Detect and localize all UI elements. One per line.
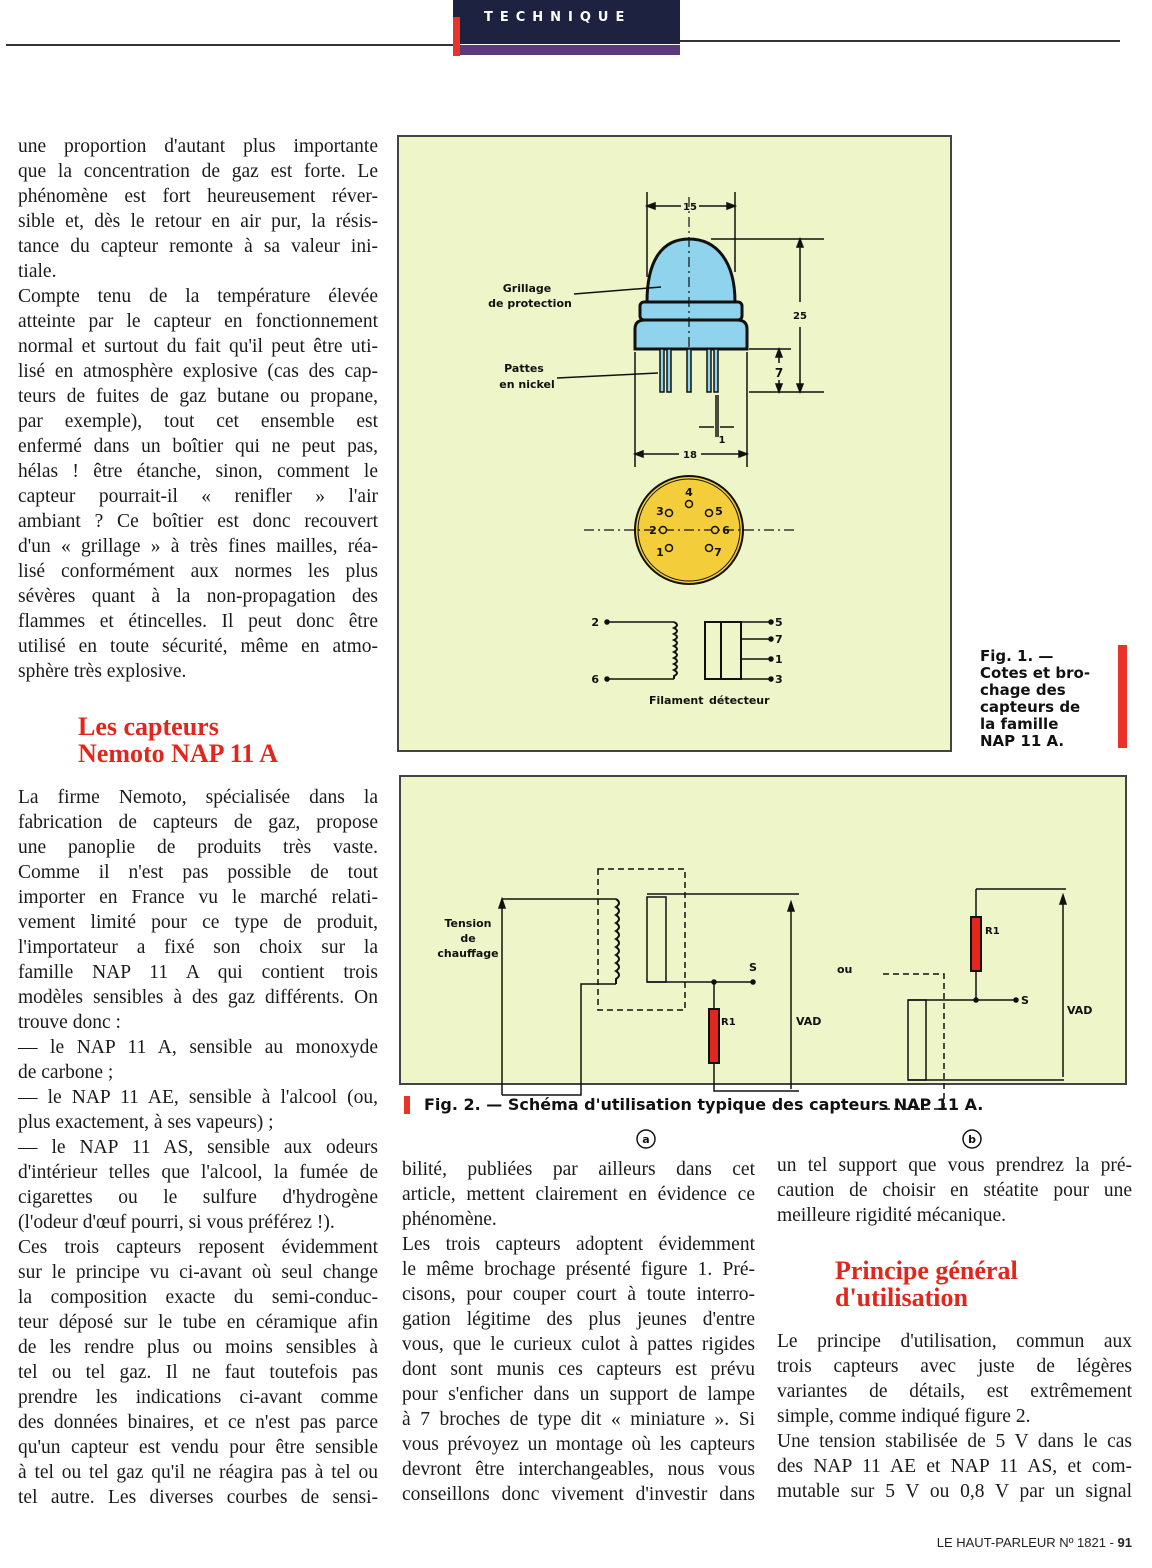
text-line: modèles sensibles à des gaz différents. On xyxy=(18,987,378,1008)
text-line: d'intérieur telles que l'alcool, la fumée de xyxy=(18,1162,378,1183)
text-line: des NAP 11 AE et NAP 11 AS, et com- xyxy=(777,1456,1132,1477)
text-line: hélas ! être étanche, sinon, comment le xyxy=(18,461,378,482)
caption-line: chage des xyxy=(980,681,1066,699)
figure-1-drawing xyxy=(399,137,954,754)
resistor-r1-b xyxy=(971,917,981,971)
r1-b-label: R1 xyxy=(985,926,1000,937)
text-line: caution de choisir en stéatite pour une xyxy=(777,1180,1132,1201)
text-line: à tel ou tel gaz qu'il ne réagira pas à tel ou xyxy=(18,1462,378,1483)
resistor-r1-a xyxy=(709,1009,719,1063)
text-line: devront être interchangeables, nous vous xyxy=(402,1459,755,1480)
caption-line: Cotes et bro- xyxy=(980,664,1091,682)
heading-line: d'utilisation xyxy=(835,1283,968,1312)
text-line: normal et surtout du fait qu'il peut être uti- xyxy=(18,336,378,357)
text-line: un tel support que vous prendrez la pré- xyxy=(777,1155,1132,1176)
text-line: importer en France vu le marché relati- xyxy=(18,887,378,908)
text-line: cisons, pour couper court à toute interro- xyxy=(402,1284,755,1305)
column-1-bottom xyxy=(18,785,378,1510)
text-line: lisé en atmosphère explosive (cas des cap- xyxy=(18,361,378,382)
heading-principe xyxy=(835,1257,1018,1311)
text-line: Les trois capteurs adoptent évidemment xyxy=(402,1234,755,1255)
section-banner-red-bar xyxy=(453,17,460,56)
label-protection: de protection xyxy=(488,297,572,310)
filament-coil xyxy=(674,622,677,679)
text-line: mutable sur 5 V ou 0,8 V par un signal xyxy=(777,1481,1132,1502)
text-line: sévères quant à la non-propagation des xyxy=(18,586,378,607)
text-line: vous, que le curieux culot à pattes rigides xyxy=(402,1334,755,1355)
text-line: teur déposé sur le tube en céramique afin xyxy=(18,1312,378,1333)
text-line: — le NAP 11 A, sensible au monoxyde xyxy=(18,1037,378,1058)
text-line: des données binaires, et ce n'est pas parce xyxy=(18,1412,378,1433)
text-line: simple, comme indiqué figure 2. xyxy=(777,1406,1031,1427)
schem-pin-3: 3 xyxy=(775,673,783,686)
schem-pin-1: 1 xyxy=(775,653,783,666)
text-line: flammes et étincelles. Il peut donc être xyxy=(18,611,378,632)
column-3-top xyxy=(777,1153,1132,1228)
schem-pin-2: 2 xyxy=(591,616,599,629)
label-b: b xyxy=(968,1133,976,1146)
vad-a-label: VAD xyxy=(796,1015,822,1028)
page-number: 91 xyxy=(1117,1535,1132,1550)
figure-1-caption xyxy=(980,648,1090,750)
text-line: Ces trois capteurs reposent évidemment xyxy=(18,1237,378,1258)
label-detecteur: détecteur xyxy=(709,694,770,707)
dim-7: 7 xyxy=(774,366,784,380)
column-1-top xyxy=(18,134,378,684)
caption-line: la famille xyxy=(980,715,1059,733)
text-line: tel autre. Les diverses courbes de sensi- xyxy=(18,1487,378,1508)
output-s-a: S xyxy=(749,961,757,974)
text-line: — le NAP 11 AS, sensible aux odeurs xyxy=(18,1137,378,1158)
text-line: tance du capteur remonte à sa valeur ini- xyxy=(18,236,378,257)
text-line: phénomène est fort heureusement réver- xyxy=(18,186,378,207)
text-line: meilleure rigidité mécanique. xyxy=(777,1205,1007,1226)
label-nickel: en nickel xyxy=(499,378,555,391)
text-line: Le principe d'utilisation, commun aux xyxy=(777,1331,1132,1352)
text-line: Compte tenu de la température élevée xyxy=(18,286,378,307)
text-line: cigarettes ou le sulfure d'hydrogène xyxy=(18,1187,378,1208)
label-filament: Filament xyxy=(649,694,704,707)
heater-coil xyxy=(616,899,619,984)
caption-line: capteurs de xyxy=(980,698,1081,716)
protection-grid-dome xyxy=(647,239,735,302)
text-line: trois capteurs avec juste de légères xyxy=(777,1356,1132,1377)
text-line: variantes de détails, est extrêmement xyxy=(777,1381,1132,1402)
text-line: une proportion d'autant plus importante xyxy=(18,136,378,157)
detector-b xyxy=(908,1000,926,1080)
dim-18: 18 xyxy=(683,450,697,461)
schem-pin-6: 6 xyxy=(591,673,599,686)
pin-7: 7 xyxy=(714,546,722,559)
column-3-bottom xyxy=(777,1329,1132,1504)
text-line: tel ou tel gaz. Il ne faut toutefois pas xyxy=(18,1362,378,1383)
magazine-issue: LE HAUT-PARLEUR Nº 1821 - xyxy=(936,1535,1118,1550)
text-line: qu'un capteur est vendu pour être sensible xyxy=(18,1437,378,1458)
dim-1: 1 xyxy=(718,435,726,446)
text-line: ambiant ? Ce boîtier est donc recouvert xyxy=(18,511,378,532)
figure-2-caption: Fig. 2. — Schéma d'utilisation typique des capteurs NAP 11 A. xyxy=(424,1095,984,1114)
label-a: a xyxy=(642,1133,650,1146)
text-line: sur le principe vu ci-avant où seul change xyxy=(18,1262,378,1283)
nickel-pins xyxy=(660,349,718,392)
detector-element xyxy=(705,622,741,679)
ou-label: ou xyxy=(837,963,853,976)
text-line: utilisé en toute sécurité, même en atmo- xyxy=(18,636,378,657)
text-line: sible et, dès le retour en air pur, la résis- xyxy=(18,211,378,232)
text-line: famille NAP 11 A qui contient trois xyxy=(18,962,378,983)
tension-label: de xyxy=(460,932,476,945)
vad-b-label: VAD xyxy=(1067,1004,1093,1017)
pin-4: 4 xyxy=(685,486,693,499)
header-rule-left xyxy=(6,44,453,46)
text-line: le même brochage présenté figure 1. Pré- xyxy=(402,1259,755,1280)
section-banner-stripe xyxy=(458,45,680,55)
text-line: article, mettent clairement en évidence ce xyxy=(402,1184,755,1205)
pin-1: 1 xyxy=(656,546,664,559)
pin-3: 3 xyxy=(656,505,664,518)
text-line: dont sont munis ces capteurs est prévu xyxy=(402,1359,755,1380)
schem-pin-5: 5 xyxy=(775,616,783,629)
text-line: Comme il n'est pas possible de tout xyxy=(18,862,378,883)
output-s-b: S xyxy=(1021,994,1029,1007)
pin-5: 5 xyxy=(715,505,723,518)
schem-pin-7: 7 xyxy=(775,633,783,646)
sensor-band xyxy=(640,302,742,320)
figure-1-caption-bar xyxy=(1118,645,1127,748)
dim-15: 15 xyxy=(683,202,697,213)
pin-2: 2 xyxy=(649,524,657,537)
header-rule-right xyxy=(680,40,1120,42)
label-pattes: Pattes xyxy=(504,362,544,375)
heading-line: Les capteurs xyxy=(78,712,219,741)
text-line: (l'odeur d'œuf pourri, si vous préférez !). xyxy=(18,1212,335,1233)
text-line: conseillons donc vivement d'investir dans xyxy=(402,1484,755,1505)
section-title: TECHNIQUE xyxy=(484,10,632,25)
column-2 xyxy=(402,1157,755,1507)
tension-label: Tension xyxy=(444,917,492,930)
text-line: fabrication de capteurs de gaz, propose xyxy=(18,812,378,833)
pin-6: 6 xyxy=(722,524,730,537)
text-line: de carbone ; xyxy=(18,1062,114,1083)
text-line: pour s'enficher dans un support de lampe xyxy=(402,1384,755,1405)
text-line: prendre les indications ci-avant comme xyxy=(18,1387,378,1408)
text-line: capteur pourrait-il « renifler » l'air xyxy=(18,486,378,507)
text-line: plus exactement, à ses vapeurs) ; xyxy=(18,1112,274,1133)
text-line: la composition exacte du semi-conduc- xyxy=(18,1287,378,1308)
text-line: l'importateur a fixé son choix sur la xyxy=(18,937,378,958)
text-line: à 7 broches de type dit « miniature ». Si xyxy=(402,1409,755,1430)
text-line: atteinte par le capteur en fonctionnement xyxy=(18,311,378,332)
text-line: une panoplie de produits très vaste. xyxy=(18,837,378,858)
dim-25: 25 xyxy=(793,311,807,322)
text-line: de les rendre plus ou moins sensibles à xyxy=(18,1337,378,1358)
heading-les-capteurs xyxy=(78,713,278,767)
text-line: Une tension stabilisée de 5 V dans le cas xyxy=(777,1431,1132,1452)
text-line: enfermé dans un boîtier qui ne peut pas, xyxy=(18,436,378,457)
text-line: — le NAP 11 AE, sensible à l'alcool (ou, xyxy=(18,1087,378,1108)
figure-1 xyxy=(397,135,952,752)
text-line: sphère très explosive. xyxy=(18,661,187,682)
text-line: par exemple), tout cet ensemble est xyxy=(18,411,378,432)
text-line: trouve donc : xyxy=(18,1012,121,1033)
label-grillage: Grillage xyxy=(502,282,552,295)
text-line: lisé conformément aux normes les plus xyxy=(18,561,378,582)
text-line: bilité, publiées par ailleurs dans cet xyxy=(402,1159,755,1180)
tension-label: chauffage xyxy=(437,947,499,960)
text-line: teurs de fuites de gaz butane ou propane, xyxy=(18,386,378,407)
text-line: que la concentration de gaz est forte. Le xyxy=(18,161,378,182)
caption-line: Fig. 1. — xyxy=(980,647,1054,665)
text-line: vous prévoyez un montage où les capteurs xyxy=(402,1434,755,1455)
text-line: La firme Nemoto, spécialisée dans la xyxy=(18,787,378,808)
heading-line: Nemoto NAP 11 A xyxy=(78,739,279,768)
text-line: gation légitime des plus jeunes d'entre xyxy=(402,1309,755,1330)
text-line: d'un « grillage » à très fines mailles, réa- xyxy=(18,536,378,557)
text-line: vement limité pour ce type de produit, xyxy=(18,912,378,933)
detector-a xyxy=(647,897,666,982)
r1-a-label: R1 xyxy=(721,1017,736,1028)
page-footer xyxy=(937,1535,1132,1550)
text-line: phénomène. xyxy=(402,1209,497,1230)
sensor-base xyxy=(635,320,747,349)
figure-2-caption-bar xyxy=(404,1096,410,1114)
text-line: tiale. xyxy=(18,261,57,282)
caption-line: NAP 11 A. xyxy=(980,732,1065,750)
heading-line: Principe général xyxy=(835,1256,1018,1285)
